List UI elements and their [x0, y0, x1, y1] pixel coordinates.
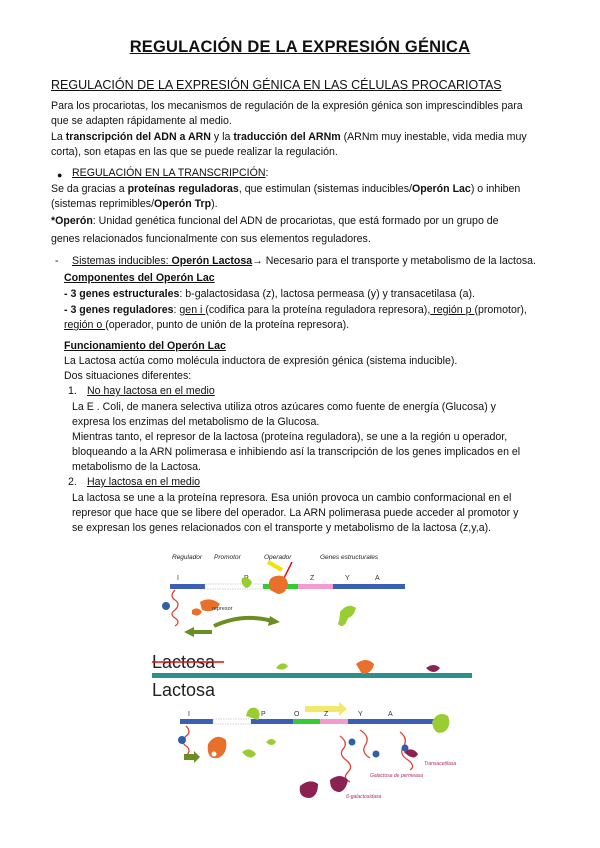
- letter2-o: O: [294, 711, 300, 718]
- label-structural-genes: Genes estructurales: [320, 554, 379, 561]
- dna-genes-ya: [333, 584, 405, 589]
- components-heading: Componentes del Operón Lac: [64, 272, 215, 284]
- permeasa-label: Galactosa de permeasa: [370, 773, 424, 779]
- function-heading: Funcionamiento del Operón Lac: [64, 340, 226, 352]
- section-subtitle: REGULACIÓN DE LA EXPRESIÓN GÉNICA EN LAS CÉLULAS PROCARIOTAS: [51, 78, 502, 92]
- green-molecule-3: [266, 739, 276, 745]
- function-line-1: La Lactosa actúa como molécula inductora de expresión génica (sistema inducible).: [64, 355, 458, 367]
- green-arrow-curve: [214, 618, 276, 626]
- green-arrowhead: [268, 616, 280, 626]
- operon-definition-line-1: *Operón: Unidad genética funcional del ADN de procariotas, que está formado por un grupo de: [51, 215, 499, 227]
- dna-promoter: [205, 584, 263, 589]
- case-2-line-3: se expresan los genes relacionados con el transporte y metabolismo de la lactosa (z,y,a).: [72, 522, 492, 534]
- letter-y: Y: [345, 575, 350, 582]
- case-2-line-1: La lactosa se une a la proteína represora. Esa unión provoca un cambio conformacional en el: [72, 492, 512, 504]
- dna2-operator: [293, 719, 320, 724]
- polymerase-end: [432, 714, 449, 733]
- label-operator: Operador: [264, 554, 292, 561]
- galactosidasa-label: ß-galactosidasa: [346, 794, 382, 800]
- dna2-genes-ya: [348, 719, 440, 724]
- dna2-gene-i: [180, 719, 213, 724]
- case-2-number: 2.: [68, 476, 77, 488]
- teal-line: [152, 673, 472, 678]
- dna2-gene-z: [320, 719, 348, 724]
- label-regulator: Regulador: [172, 554, 202, 561]
- operator-arrow: [268, 562, 282, 570]
- case-2-title: Hay lactosa en el medio: [87, 476, 201, 488]
- case-1-line-3: Mientras tanto, el represor de la lactosa (proteína reguladora), se une a la región u operador,: [72, 431, 508, 443]
- purple-molecule: [426, 665, 440, 672]
- dna-gene-z: [298, 584, 333, 589]
- letter2-a: A: [388, 711, 393, 718]
- case-2-line-2: represor que hace que se libere del operador. La ARN polimerasa puede acceder al promotor y: [72, 507, 519, 519]
- letter2-y: Y: [358, 711, 363, 718]
- sec1-line-2: (sistemas reprimibles/Operón Trp).: [51, 198, 218, 210]
- galactosidase-protein: [330, 776, 348, 792]
- letter-z: Z: [310, 575, 315, 582]
- repressor-protein-2: [192, 608, 202, 615]
- polymerase-bound: [246, 708, 260, 720]
- lac-operon-diagram: [0, 540, 600, 848]
- green-arrow-small-2: [184, 751, 200, 763]
- purple-protein-free: [300, 781, 318, 798]
- dna2-gap: [213, 719, 251, 724]
- dna-gene-i: [170, 584, 205, 589]
- lac-operon-heading: Sistemas inducibles: Operón Lactosa→ Necesario para el transporte y metabolismo de la lactosa.: [72, 255, 536, 267]
- letter-i: I: [177, 575, 179, 582]
- letter-a: A: [375, 575, 380, 582]
- letter2-z: Z: [324, 711, 329, 718]
- green-arrow-small: [184, 627, 212, 637]
- intro-line-3: La transcripción del ADN a ARN y la traducción del ARNm (ARNm muy inestable, vida media muy: [51, 131, 527, 143]
- mrna-strand: [172, 590, 178, 626]
- intro-line-2: que se adapten rápidamente al medio.: [51, 115, 232, 127]
- ribosome: [162, 602, 170, 610]
- page-title: REGULACIÓN DE LA EXPRESIÓN GÉNICA: [129, 38, 471, 56]
- sec1-line-1: Se da gracias a proteínas reguladoras, que estimulan (sistemas inducibles/Operón Lac) o inhiben: [51, 183, 521, 195]
- polymerase-large: [338, 606, 356, 626]
- lactose-bound: [212, 752, 217, 757]
- case-1-line-1: La E . Coli, de manera selectiva utiliza otros azúcares como fuente de energía (Glucosa) y: [72, 401, 496, 413]
- operon-definition-line-2: genes relacionados funcionalmente con sus elementos reguladores.: [51, 233, 371, 245]
- ribosome-4: [373, 751, 380, 758]
- function-line-2: Dos situaciones diferentes:: [64, 370, 192, 382]
- repressor-label: represor: [212, 606, 233, 612]
- case-1-line-5: metabolismo de la Lactosa.: [72, 461, 201, 473]
- transacetylase-protein: [404, 749, 418, 757]
- green-molecule-2: [242, 749, 256, 757]
- case-1-line-4: bloqueando a la ARN polimerasa e inhibiendo así la transcripción de los genes implicados en el: [72, 446, 521, 458]
- ribosome-2: [178, 736, 186, 744]
- bound-repressor: [269, 576, 288, 594]
- block-slash: [284, 562, 292, 578]
- intro-line-1: Para los procariotas, los mecanismos de regulación de la expresión génica son imprescindibles para: [51, 100, 523, 112]
- regulatory-genes-line: - 3 genes reguladores: gen i (codifica para la proteína reguladora represora), región p (promotor),: [64, 304, 527, 316]
- green-molecule: [276, 663, 288, 669]
- transcription-heading: REGULACIÓN EN LA TRANSCRIPCIÓN:: [72, 167, 269, 179]
- bullet-icon: ●: [57, 170, 63, 180]
- intro-line-4: corta), son etapas en las que se puede realizar la regulación.: [51, 146, 338, 158]
- lactosa-label: Lactosa: [152, 680, 216, 700]
- case-1-number: 1.: [68, 385, 77, 397]
- letter2-p: P: [261, 711, 266, 718]
- structural-genes-line: - 3 genes estructurales: b-galactosidasa (z), lactosa permeasa (y) y transacetilasa (a).: [64, 288, 475, 300]
- lactosa-struck: Lactosa: [152, 652, 216, 672]
- repressor-lactose-complex: [208, 737, 227, 758]
- mrna-strand-4: [360, 730, 370, 758]
- case-1-line-2: expresa los enzimas del metabolismo de la Glucosa.: [72, 416, 320, 428]
- ribosome-3: [349, 739, 356, 746]
- dash-marker: -: [55, 255, 59, 267]
- label-promoter: Promotor: [214, 554, 241, 561]
- operator-region-line: región o (operador, punto de unión de la proteína represora).: [64, 319, 350, 331]
- letter2-i: I: [188, 711, 190, 718]
- case-1-title: No hay lactosa en el medio: [87, 385, 215, 397]
- transacetilasa-label: Transacetilasa: [424, 761, 457, 767]
- orange-molecule: [356, 660, 374, 674]
